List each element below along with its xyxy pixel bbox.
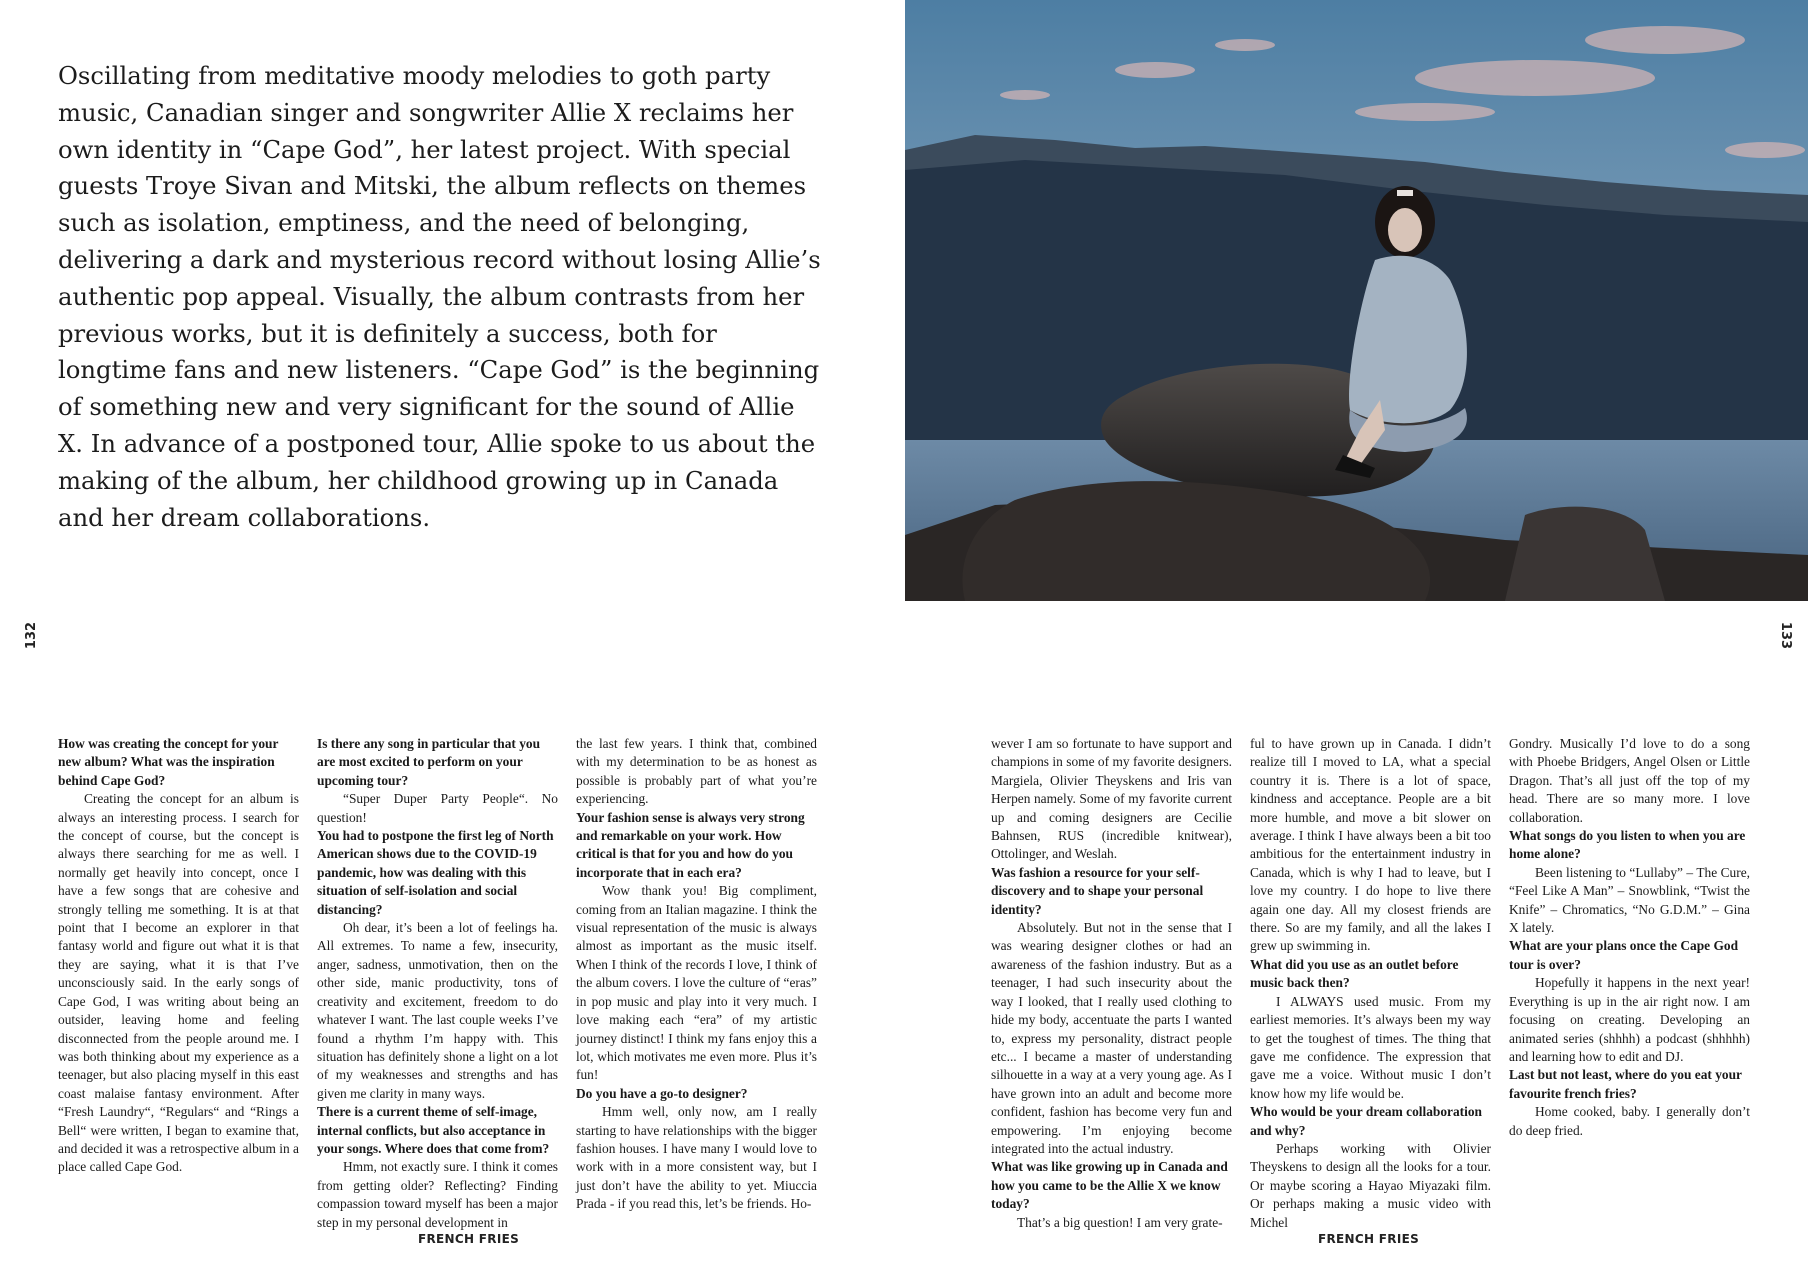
- interview-question: There is a current theme of self-image, internal conflicts, but also acceptance in your songs. Where does that come from?: [317, 1104, 550, 1156]
- interview-answer: Creating the concept for an album is always an interesting process. I search for the concept of course, but the concept is always there searching for me as well. I normally get heavily into concept, once I have a few songs that are cohesive and strongly telling me something. It is at that point that I become an explorer in that fantasy world and figure out what it is that they are saying, what it is that I’ve unconsciously said. In the early songs of Cape God, I was writing about being an outsider, leaving home and feeling disconnected from the people around me. I was both thinking about my experience as a teenager, but also placing myself in this east coast malaise fantasy environment. After “Fresh Laundry“, “Regulars“ and “Rings a Bell“ were written, I began to examine that, and decided it was a retrospective album in a place called Cape God.: [58, 791, 299, 1175]
- interview-answer: Been listening to “Lullaby” – The Cure, “Feel Like A Man” – Snowblink, “Twist the Knife” – Chromatics, “No G.D.M.” – Gina X lately.: [1509, 864, 1750, 936]
- text-column-4: [991, 735, 1232, 1232]
- interview-question: Who would be your dream collaboration and why?: [1250, 1104, 1483, 1138]
- interview-answer: ful to have grown up in Canada. I didn’t realize till I moved to LA, what a special country it is. There is a lot of space, kindness and acceptance. People are a bit more humble, and move a bit slower on average. I think I have always been a bit too ambitious for the entertainment industry in Canada, which is why I had to leave, but I love my country. I do hope to live there again one day. All my closest friends are there. So are my family, and all the lakes I grew up swimming in.: [1250, 736, 1491, 954]
- interview-answer: “Super Duper Party People“. No question!: [317, 791, 558, 825]
- text-column-5: [1250, 735, 1491, 1232]
- interview-answer: the last few years. I think that, combined with my determination to be as honest as possible is probably part of what you’re experiencing.: [576, 736, 817, 807]
- text-column-6: [1509, 735, 1750, 1140]
- interview-question: You had to postpone the first leg of North American shows due to the COVID-19 pandemic, how was dealing with this situation of self-isolation and social distancing?: [317, 828, 554, 917]
- interview-answer: Wow thank you! Big compliment, coming from an Italian magazine. I think the visual representation of the music is always almost as important as the music itself. When I think of the records I love, I think of the album covers. I love the culture of “eras” in pop music and play into it very much. I love making each “era” of my artistic journey distinct! I think my fans enjoy this a lot, which motivates me even more. Plus it’s fun!: [576, 883, 817, 1083]
- interview-answer: Home cooked, baby. I generally don’t do deep fried.: [1509, 1104, 1750, 1138]
- interview-answer: I ALWAYS used music. From my earliest memories. It’s always been my way to get the toughest of times. The thing that gave me confidence. The expression that gave me a voice. Without music I don’t know how my life would be.: [1250, 993, 1491, 1101]
- interview-question: Is there any song in particular that you are most excited to perform on your upcoming tour?: [317, 736, 541, 788]
- interview-question: What are your plans once the Cape God tour is over?: [1509, 938, 1739, 972]
- page-number-right: 133: [1778, 621, 1794, 650]
- text-column-2: [317, 735, 558, 1232]
- interview-question: Last but not least, where do you eat your favourite french fries?: [1509, 1067, 1742, 1101]
- interview-question: Was fashion a resource for your self-discovery and to shape your personal identity?: [991, 864, 1204, 917]
- interview-question: How was creating the concept for your new album? What was the inspiration behind Cape God?: [58, 736, 279, 788]
- interview-question: What songs do you listen to when you are home alone?: [1509, 828, 1746, 862]
- interview-question: Do you have a go-to designer?: [576, 1085, 748, 1101]
- footer-left: FRENCH FRIES: [418, 1232, 520, 1246]
- portrait-photo: [905, 0, 1808, 601]
- text-column-1: [58, 735, 299, 1177]
- photo: [905, 0, 1808, 601]
- interview-answer: Perhaps working with Olivier Theyskens to design all the looks for a tour. Or maybe scoring a Hayao Miyazaki film. Or perhaps making a music video with Michel: [1250, 1140, 1491, 1230]
- text-column-3: [576, 735, 817, 1214]
- interview-answer: Hmm, not exactly sure. I think it comes from getting older? Reflecting? Finding compassion toward myself has been a major step in my personal development in: [317, 1159, 558, 1230]
- interview-answer: Gondry. Musically I’d love to do a song with Phoebe Bridgers, Angel Olsen or Little Dragon. That’s all just off the top of my head. There are so many more. I love collaboration.: [1509, 736, 1750, 825]
- interview-answer: Hopefully it happens in the next year! Everything is up in the air right now. I am focusing on creating. Developing an animated series (shhhh) a podcast (shhhhh) and learning how to edit and DJ.: [1509, 975, 1750, 1064]
- interview-answer: Oh dear, it’s been a lot of feelings ha. All extremes. To name a few, insecurity, anger, sadness, unmotivation, then on the other side, manic productivity, tons of creativity and excitement, freedom to do whatever I want. The last couple weeks I’ve found a rhythm I’m happy with. This situation has definitely shone a light on a lot of my weaknesses and strengths and has given me clarity in many ways.: [317, 920, 558, 1101]
- interview-answer: Hmm well, only now, am I really starting to have relationships with the bigger fashion houses. I have many I would love to work with in a more consistent way, but I just don’t have the ability to yet. Miuccia Prada - if you read this, let’s be friends. Ho-: [576, 1104, 817, 1212]
- interview-answer: Absolutely. But not in the sense that I was wearing designer clothes or had an awareness of the fashion industry. But as a teenager, I had such insecurity about the way I looked, that I really used clothing to hide my body, accentuate the parts I wanted to, express my personality, distract people etc... I became a master of understanding silhouette in a way at a very young age. As I have grown into an adult and become more confident, fashion has become very fun and empowering. I’m enjoying become integrated into the actual industry.: [991, 920, 1232, 1156]
- intro-paragraph: Oscillating from meditative moody melodies to goth party music, Canadian singer and songwriter Allie X reclaims her own identity in “Cape God”, her latest project. With special guests Troye Sivan and Mitski, the album reflects on themes such as isolation, emptiness, and the need of belonging, delivering a dark and mysterious record without losing Allie’s authentic pop appeal. Visually, the album contrasts from her previous works, but it is definitely a success, both for longtime fans and new listeners. “Cape God” is the beginning of something new and very significant for the sound of Allie X. In advance of a postponed tour, Allie spoke to us about the making of the album, her childhood growing up in Canada and her dream collaborations.: [58, 61, 821, 532]
- interview-question: What did you use as an outlet before music back then?: [1250, 956, 1459, 991]
- page-number-left: 132: [24, 621, 40, 650]
- interview-answer: That’s a big question! I am very grate-: [1017, 1214, 1223, 1230]
- interview-question: What was like growing up in Canada and how you came to be the Allie X we know today?: [991, 1159, 1228, 1212]
- footer-right: FRENCH FRIES: [1318, 1232, 1420, 1246]
- interview-answer: wever I am so fortunate to have support and champions in some of my favorite designers. Margiela, Olivier Theyskens and Iris van Herpen namely. Some of my favorite current up and coming designers are Cecilie Bahnsen, RUS (incredible knitwear), Ottolinger, and Weslah.: [991, 736, 1232, 862]
- interview-question: Your fashion sense is always very strong and remarkable on your work. How critical is that for you and how do you incorporate that in each era?: [576, 809, 805, 880]
